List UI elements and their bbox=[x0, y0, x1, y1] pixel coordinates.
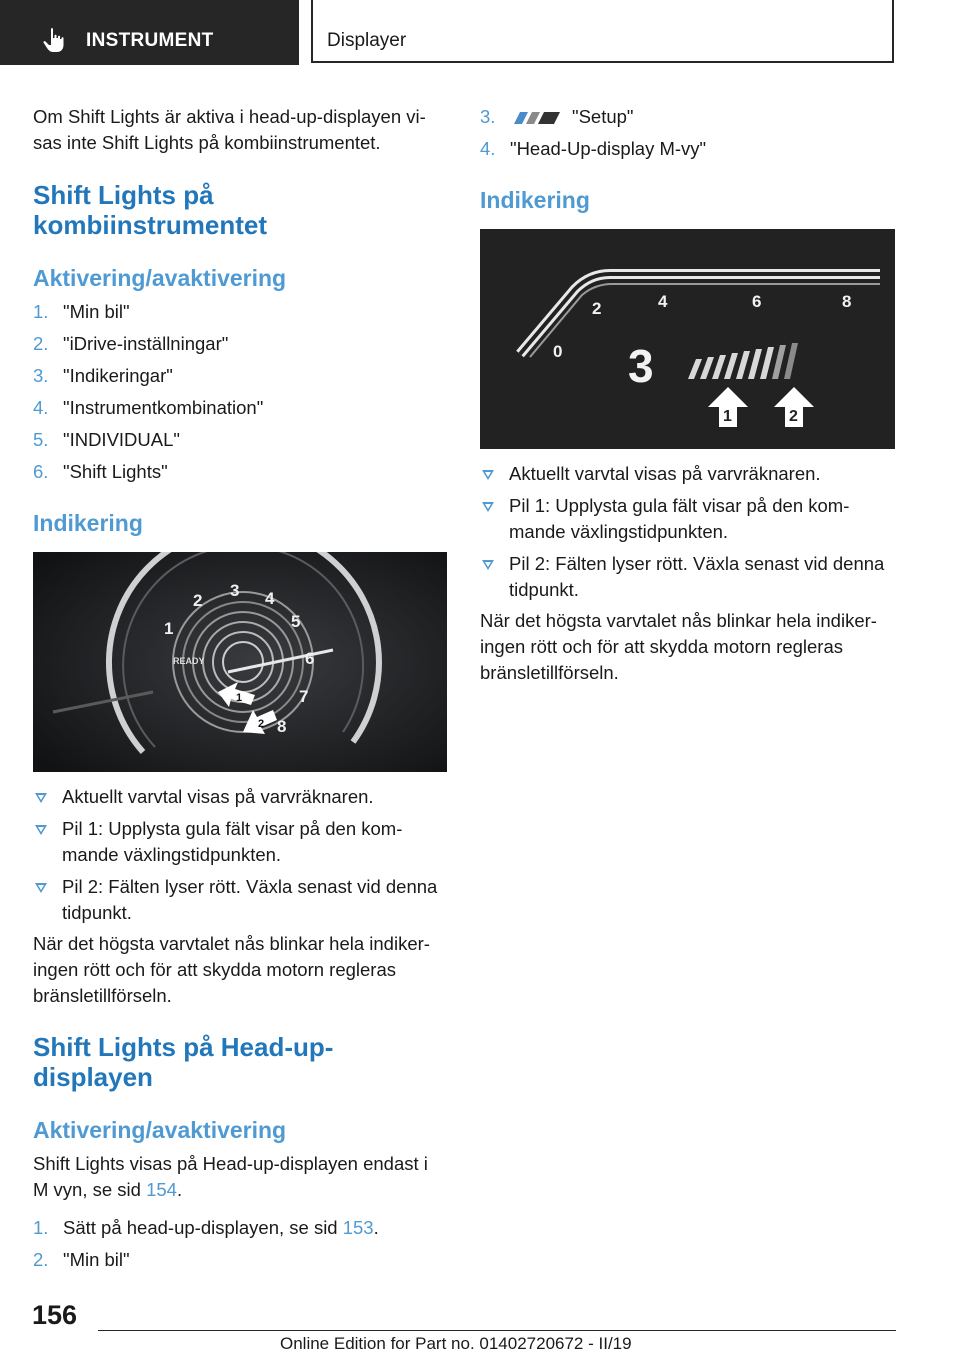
list-item: Pil 1: Upplysta gula fält visar på den kom- mande växlingstidpunkten. bbox=[480, 493, 900, 545]
list-item: 3. "Setup" bbox=[480, 106, 634, 127]
ready-label: READY bbox=[173, 656, 205, 666]
section-label: INSTRUMENT bbox=[86, 30, 214, 51]
tachometer-illustration bbox=[33, 552, 447, 772]
list-item: 5. "INDIVIDUAL" bbox=[33, 429, 180, 450]
steps-list-b bbox=[33, 1215, 453, 1273]
heading-shift-lights-hud-2: displayen bbox=[33, 1062, 153, 1092]
hud-para-line-2: M vyn, se sid 154. bbox=[33, 1179, 183, 1200]
gauge-tick-7: 7 bbox=[299, 687, 309, 706]
para-right-line-2: ingen rött och för att skydda motorn regleras bbox=[480, 636, 843, 657]
edition-note: Online Edition for Part no. 01402720672 - II/19 bbox=[280, 1334, 632, 1353]
intro-line-2: sas inte Shift Lights på kombiinstrumentet. bbox=[33, 132, 381, 153]
gauge-tick-5: 5 bbox=[291, 612, 301, 631]
hud-image bbox=[480, 229, 895, 449]
hud-illustration bbox=[480, 229, 895, 449]
list-item: Pil 2: Fälten lyser rött. Växla senast vid denna tidpunkt. bbox=[33, 874, 453, 926]
triangle-bullet-icon bbox=[35, 793, 47, 803]
hand-pointer-icon bbox=[42, 27, 66, 53]
gauge-tick-2: 2 bbox=[193, 591, 203, 610]
steps-list-a bbox=[33, 299, 453, 485]
list-item: 4. "Instrumentkombination" bbox=[33, 397, 264, 418]
hud-para-line-1: Shift Lights visas på Head-up-displayen endast i bbox=[33, 1153, 428, 1174]
list-item: Pil 2: Fälten lyser rött. Växla senast vid denna tidpunkt. bbox=[480, 551, 900, 603]
page-number: 156 bbox=[32, 1300, 78, 1330]
subheading-indikering-hud: Indikering bbox=[480, 187, 590, 213]
list-item: Aktuellt varvtal visas på varvräknaren. bbox=[33, 784, 453, 810]
list-item: 4. "Head-Up-display M-vy" bbox=[480, 138, 707, 159]
page-link-154[interactable]: 154 bbox=[146, 1179, 177, 1200]
page-link-153[interactable]: 153 bbox=[342, 1217, 374, 1238]
gauge-tick-1: 1 bbox=[164, 619, 174, 638]
para-line-1: När det högsta varvtalet nås blinkar hela indiker- bbox=[33, 933, 430, 954]
list-item: 1. "Min bil" bbox=[33, 301, 130, 322]
hud-gear: 3 bbox=[628, 340, 654, 392]
list-item: Aktuellt varvtal visas på varvräknaren. bbox=[480, 461, 900, 487]
hud-tick-8: 8 bbox=[842, 292, 852, 311]
gauge-tick-8: 8 bbox=[277, 717, 287, 736]
gauge-tick-4: 4 bbox=[265, 589, 275, 608]
svg-text:1: 1 bbox=[723, 408, 732, 425]
svg-text:2: 2 bbox=[258, 718, 265, 730]
triangle-bullet-icon bbox=[482, 502, 494, 512]
triangle-bullet-icon bbox=[35, 825, 47, 835]
svg-text:1: 1 bbox=[236, 692, 243, 704]
svg-text:2: 2 bbox=[789, 408, 798, 425]
triangle-bullet-icon bbox=[35, 883, 47, 893]
subheading-indikering: Indikering bbox=[33, 510, 143, 536]
heading-shift-lights-kombi-2: kombiinstrumentet bbox=[33, 210, 268, 240]
list-item: 2. "Min bil" bbox=[33, 1249, 130, 1270]
list-item: 3. "Indikeringar" bbox=[33, 365, 173, 386]
hud-tick-2: 2 bbox=[592, 299, 602, 318]
chapter-title: Displayer bbox=[327, 30, 407, 51]
bullets-right bbox=[480, 461, 900, 603]
para-line-2: ingen rött och för att skydda motorn regleras bbox=[33, 959, 396, 980]
triangle-bullet-icon bbox=[482, 470, 494, 480]
bullets-left bbox=[33, 784, 453, 926]
triangle-bullet-icon bbox=[482, 560, 494, 570]
subheading-aktivering-hud: Aktivering/avaktivering bbox=[33, 1117, 287, 1143]
heading-shift-lights-hud-1: Shift Lights på Head-up- bbox=[33, 1032, 334, 1062]
para-line-3: bränsletillförseln. bbox=[33, 985, 172, 1006]
hud-tick-4: 4 bbox=[658, 292, 668, 311]
gauge-tick-6: 6 bbox=[305, 649, 315, 668]
list-item: 1. Sätt på head-up-displayen, se sid 153. bbox=[33, 1217, 379, 1238]
subheading-aktivering: Aktivering/avaktivering bbox=[33, 265, 287, 291]
gauge-tick-3: 3 bbox=[230, 581, 240, 600]
hud-tick-0: 0 bbox=[553, 342, 563, 361]
para-right-line-1: När det högsta varvtalet nås blinkar hela indiker- bbox=[480, 610, 877, 631]
chapter-title-box bbox=[311, 0, 894, 63]
hud-tick-6: 6 bbox=[752, 292, 762, 311]
list-item: 2. "iDrive-inställningar" bbox=[33, 333, 229, 354]
intro-line-1: Om Shift Lights är aktiva i head-up-displayen vi- bbox=[33, 106, 426, 127]
tachometer-image bbox=[33, 552, 447, 772]
para-right-line-3: bränsletillförseln. bbox=[480, 662, 619, 683]
section-tab bbox=[0, 0, 299, 65]
m-logo-icon bbox=[510, 111, 562, 125]
list-item: Pil 1: Upplysta gula fält visar på den kom- mande växlingstidpunkten. bbox=[33, 816, 453, 868]
heading-shift-lights-kombi-1: Shift Lights på bbox=[33, 180, 214, 210]
footer-divider bbox=[98, 1330, 896, 1331]
list-item: 6. "Shift Lights" bbox=[33, 461, 168, 482]
